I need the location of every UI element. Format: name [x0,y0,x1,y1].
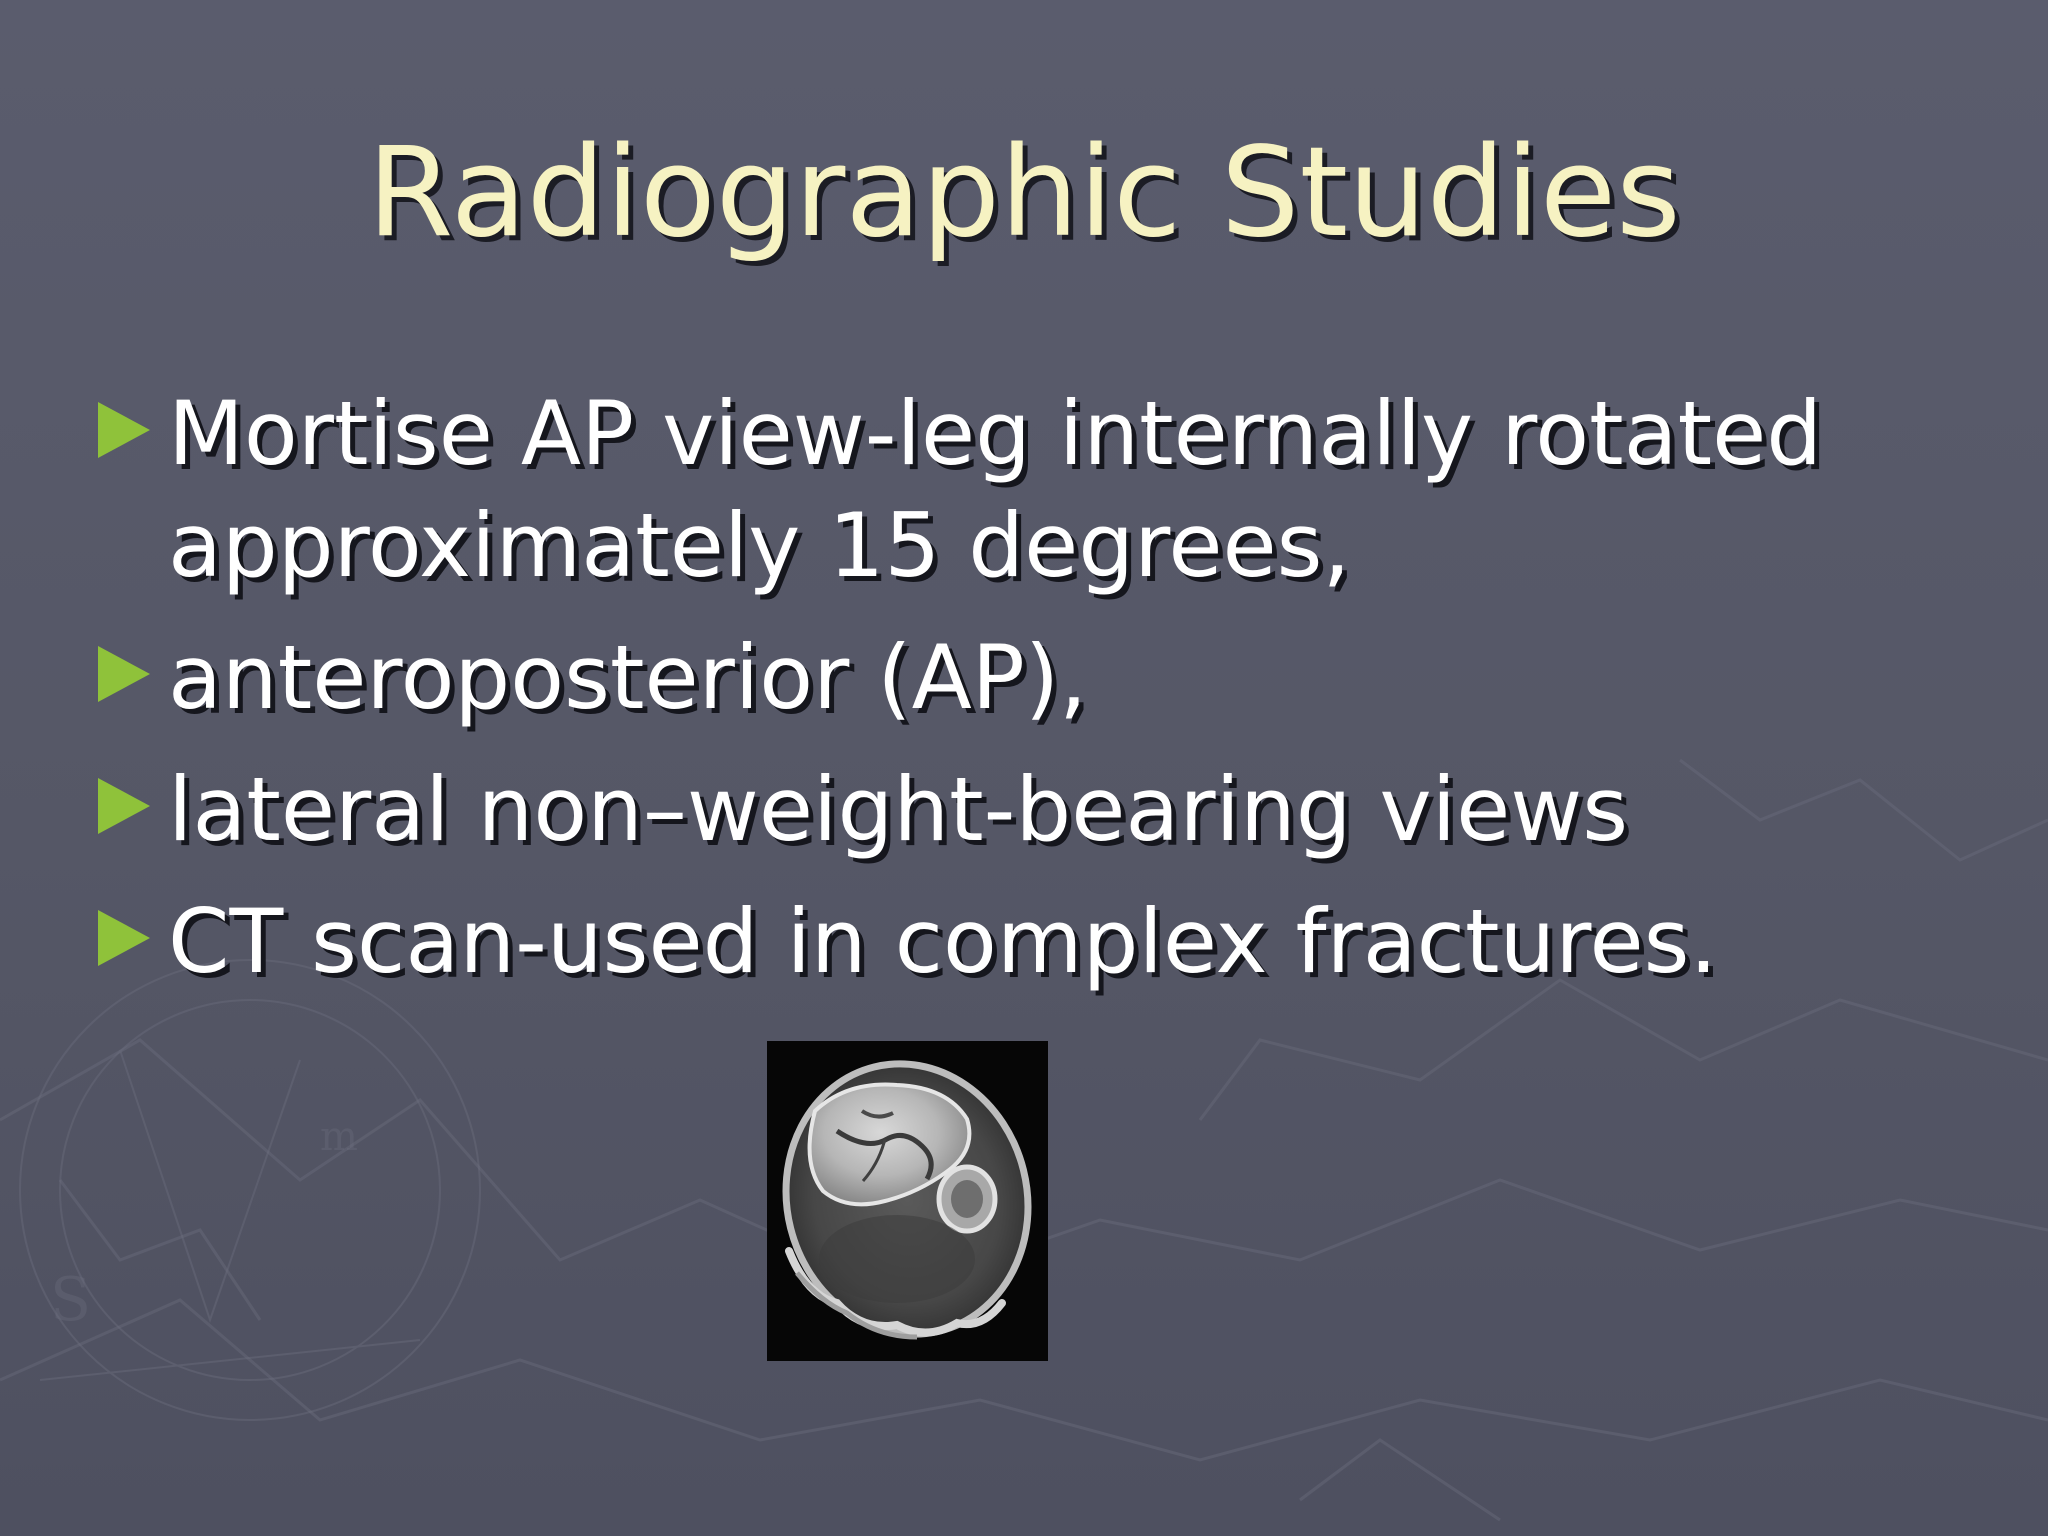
green-triangle-arrow-icon [98,778,150,834]
green-triangle-arrow-icon [98,910,150,966]
svg-text:m: m [320,1114,358,1160]
green-triangle-arrow-icon [98,646,150,702]
svg-text:S: S [50,1265,92,1335]
bullet-text: Mortise AP view-leg internally rotated approximately 15 degrees, [168,382,1823,597]
green-triangle-arrow-icon [98,402,150,458]
bullet-text: CT scan-used in complex fractures. [168,890,1718,993]
ct-scan-image [767,1041,1048,1361]
bullet-text: anteroposterior (AP), [168,626,1088,729]
bullet-item [98,378,1998,602]
slide-title: Radiographic Studies [367,121,1681,265]
bullet-list [98,378,1998,1018]
bullet-item [98,622,1998,734]
bullet-text: lateral non–weight-bearing views [168,758,1629,861]
bullet-item [98,886,1998,998]
bullet-item [98,754,1998,866]
